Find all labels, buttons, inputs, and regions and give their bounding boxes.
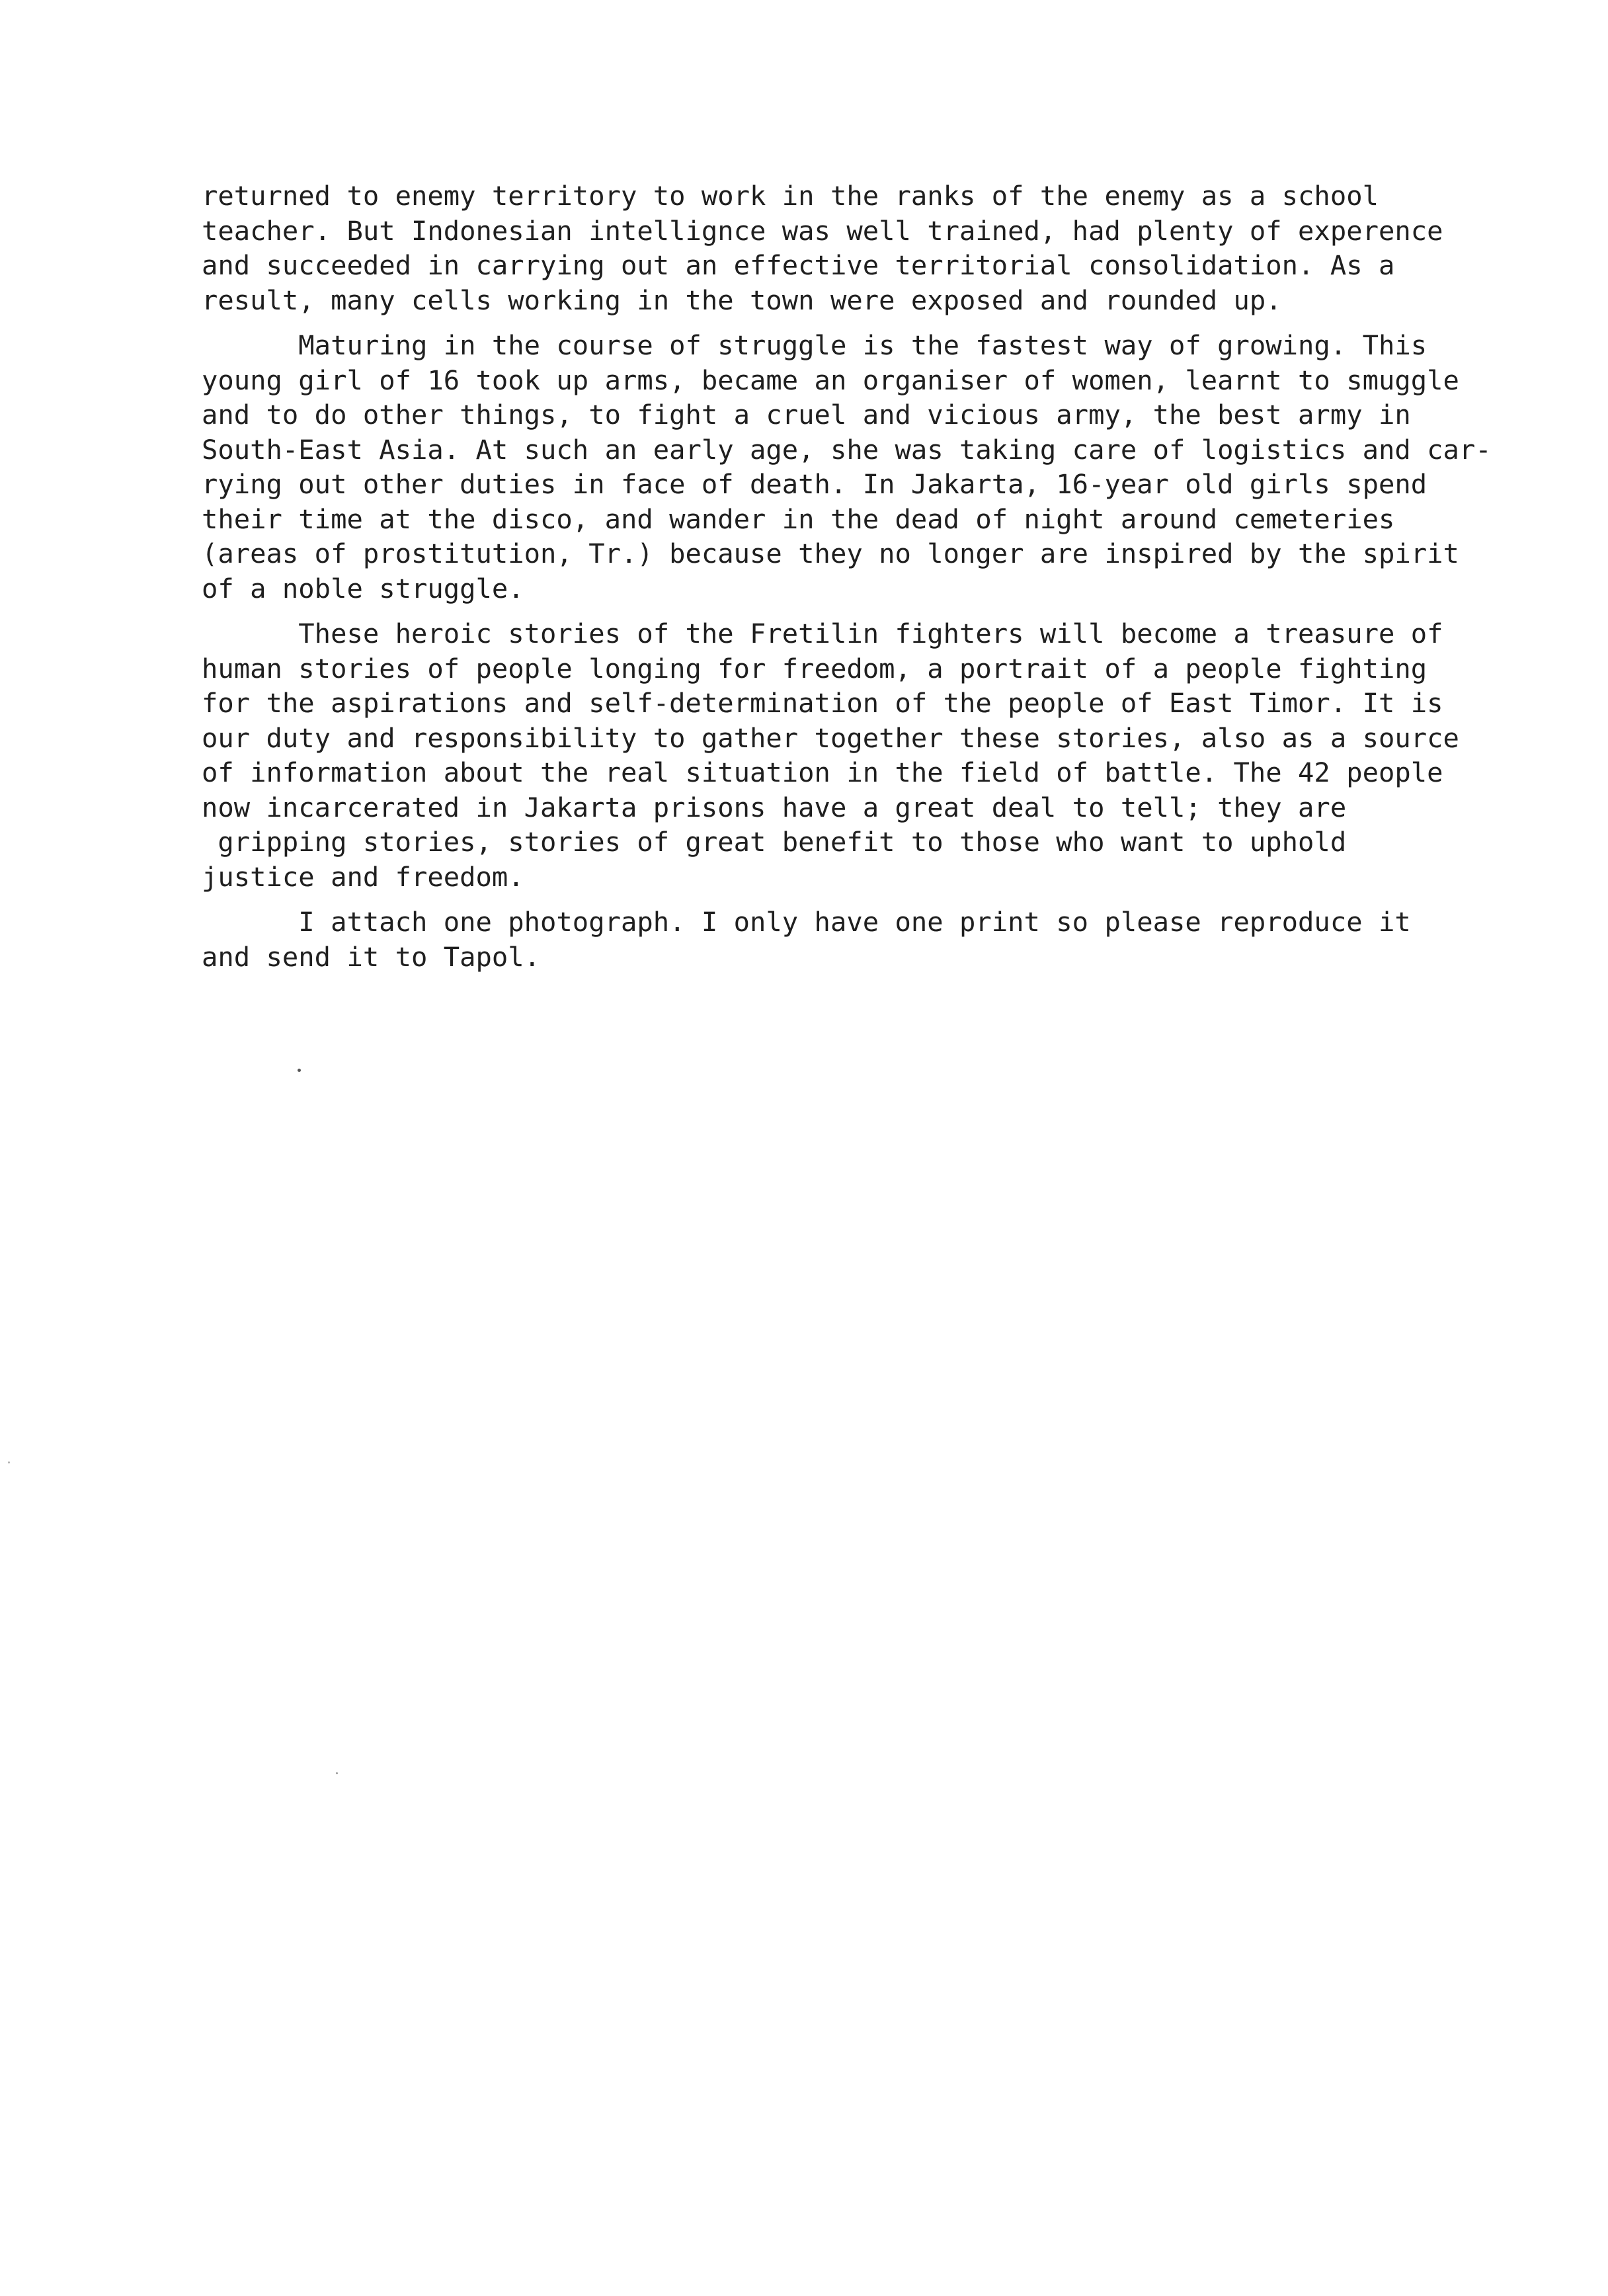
paragraph-4 <box>202 905 1544 974</box>
text-line: young girl of 16 took up arms, became an organiser of women, learnt to smuggle <box>202 364 1459 396</box>
paragraph-3 <box>202 616 1544 894</box>
text-line: justice and freedom. <box>202 860 524 893</box>
text-line: teacher. But Indonesian intellignce was well trained, had plenty of experence <box>202 214 1443 247</box>
text-line: human stories of people longing for freedom, a portrait of a people fighting <box>202 652 1427 684</box>
paragraph-1 <box>202 179 1544 317</box>
text-line: rying out other duties in face of death. In Jakarta, 16-year old girls spend <box>202 468 1427 500</box>
text-line: their time at the disco, and wander in the dead of night around cemeteries <box>202 503 1395 535</box>
text-line: I attach one photograph. I only have one print so please reproduce it <box>202 906 1411 938</box>
text-line: Maturing in the course of struggle is the fastest way of growing. This <box>202 329 1427 361</box>
text-line: our duty and responsibility to gather together these stories, also as a source <box>202 721 1459 754</box>
text-line: of a noble struggle. <box>202 572 524 604</box>
text-line: (areas of prostitution, Tr.) because they no longer are inspired by the spirit <box>202 538 1459 569</box>
text-line: and to do other things, to fight a cruel and vicious army, the best army in <box>202 399 1411 430</box>
text-line: of information about the real situation in the field of battle. The 42 people <box>202 757 1443 788</box>
text-line: and send it to Tapol. <box>202 940 541 973</box>
text-line: for the aspirations and self-determination of the people of East Timor. It is <box>202 687 1443 719</box>
text-line: returned to enemy territory to work in the ranks of the enemy as a school <box>202 180 1379 212</box>
text-line: now incarcerated in Jakarta prisons have a great deal to tell; they are <box>202 791 1347 823</box>
typescript-body <box>202 179 1544 985</box>
scan-speck <box>336 1772 338 1774</box>
text-line: These heroic stories of the Fretilin fighters will become a treasure of <box>202 618 1443 649</box>
text-line: result, many cells working in the town were exposed and rounded up. <box>202 284 1282 316</box>
scan-speck <box>298 1069 301 1072</box>
scan-speck <box>8 1461 10 1463</box>
text-line: and succeeded in carrying out an effective territorial consolidation. As a <box>202 249 1395 281</box>
text-line: gripping stories, stories of great benefit to those who want to uphold <box>202 826 1347 858</box>
text-line: South-East Asia. At such an early age, she was taking care of logistics and car- <box>202 433 1492 466</box>
paragraph-2 <box>202 328 1544 606</box>
